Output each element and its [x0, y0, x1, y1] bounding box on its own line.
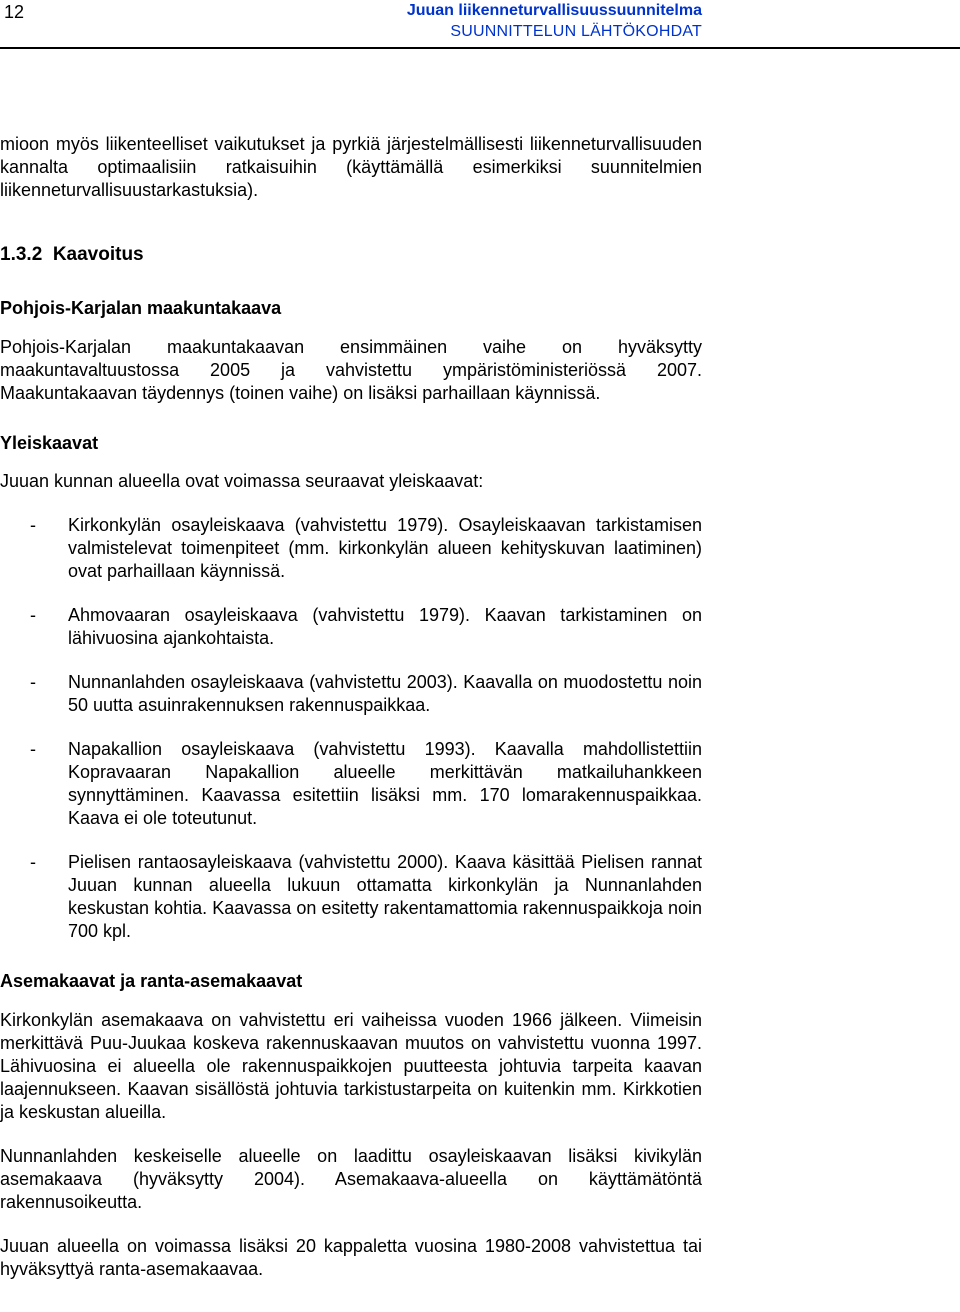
list-item: - Ahmovaaran osayleiskaava (vahvistettu 1979). Kaavan tarkistaminen on lähivuosina ajankohtaista. [30, 605, 702, 648]
bullet-dash: - [30, 852, 36, 872]
page-header [0, 0, 960, 50]
asemakaavat-heading: Asemakaavat ja ranta-asemakaavat [0, 971, 303, 991]
bullet-dash: - [30, 605, 36, 625]
asemakaavat-paragraph: Nunnanlahden keskeiselle alueelle on laadittu osayleiskaavan lisäksi kivikylän asemakaava (hyväksytty 2004). Asemakaava-alueella on käyttämätöntä rakennusoikeutta. [0, 1146, 702, 1212]
list-item: - Nunnanlahden osayleiskaava (vahvistettu 2003). Kaavalla on muodostettu noin 50 uutta asuinrakennuksen rakennuspaikkaa. [30, 672, 702, 715]
maakuntakaava-text: Pohjois-Karjalan maakuntakaavan ensimmäinen vaihe on hyväksytty maakuntavaltuustossa 2005 ja vahvistettu ympäristöministeriössä 2007. Maakuntakaavan täydennys (toinen vaihe) on lisäksi parhaillaan käynnissä. [0, 337, 702, 403]
page-number: 12 [4, 2, 25, 22]
asemakaavat-paragraph: Kirkonkylän asemakaava on vahvistettu eri vaiheissa vuoden 1966 jälkeen. Viimeisin merkittävä Puu-Juukaa koskeva rakennuskaavan muutos on vahvistettu vuonna 1997. Lähivuosina ei alueella ole rakennuspaikkojen puutteesta johtuvia tarpeita kaavan laajennukseen. Kaavan sisällöstä johtuvia tarkistustarpeita on kuitenkin mm. Kirkkotien ja keskustan alueilla. [0, 1010, 702, 1122]
list-item: - Napakallion osayleiskaava (vahvistettu 1993). Kaavalla mahdollistettiin Kopravaaran Napakallion alueelle merkittävän matkailuhankkeen synnyttäminen. Kaavassa esitettiin lisäksi mm. 170 lomarakennuspaikkaa. Kaava ei ole toteutunut. [30, 739, 702, 828]
bullet-dash: - [30, 672, 36, 692]
yleiskaavat-heading: Yleiskaavat [0, 433, 99, 453]
bullet-dash: - [30, 739, 36, 759]
header-divider [0, 47, 960, 49]
section-heading: 1.3.2 Kaavoitus [0, 244, 144, 265]
page-body [0, 133, 702, 1281]
asemakaavat-paragraph: Juuan alueella on voimassa lisäksi 20 kappaletta vuosina 1980-2008 vahvistettua tai hyväksyttyä ranta-asemakaavaa. [0, 1236, 702, 1279]
yleiskaavat-list [0, 514, 702, 943]
list-item: - Kirkonkylän osayleiskaava (vahvistettu 1979). Osayleiskaavan tarkistamisen valmistelevat toimenpiteet (mm. kirkonkylän alueen kehityskuvan laatiminen) ovat parhaillaan käynnissä. [30, 515, 702, 581]
list-item: - Pielisen rantaosayleiskaava (vahvistettu 2000). Kaava käsittää Pielisen rannat Juuan kunnan alueella lukuun ottamatta kirkonkylän ja Nunnanlahden keskustan kohtia. Kaavassa on esitetty rakentamattomia rakennuspaikkoja noin 700 kpl. [30, 852, 702, 941]
document-title: Juuan liikenneturvallisuussuunnitelma [406, 2, 702, 19]
document-subtitle: SUUNNITTELUN LÄHTÖKOHDAT [450, 23, 702, 40]
intro-paragraph: mioon myös liikenteelliset vaikutukset ja pyrkiä järjestelmällisesti liikenneturvallisuuden kannalta optimaalisiin ratkaisuihin (käyttämällä esimerkiksi suunnitelmien liikenneturvallisuustarkastuksia). [0, 134, 702, 200]
yleiskaavat-intro: Juuan kunnan alueella ovat voimassa seuraavat yleiskaavat: [0, 471, 484, 491]
maakuntakaava-heading: Pohjois-Karjalan maakuntakaava [0, 298, 282, 318]
bullet-dash: - [30, 515, 36, 535]
